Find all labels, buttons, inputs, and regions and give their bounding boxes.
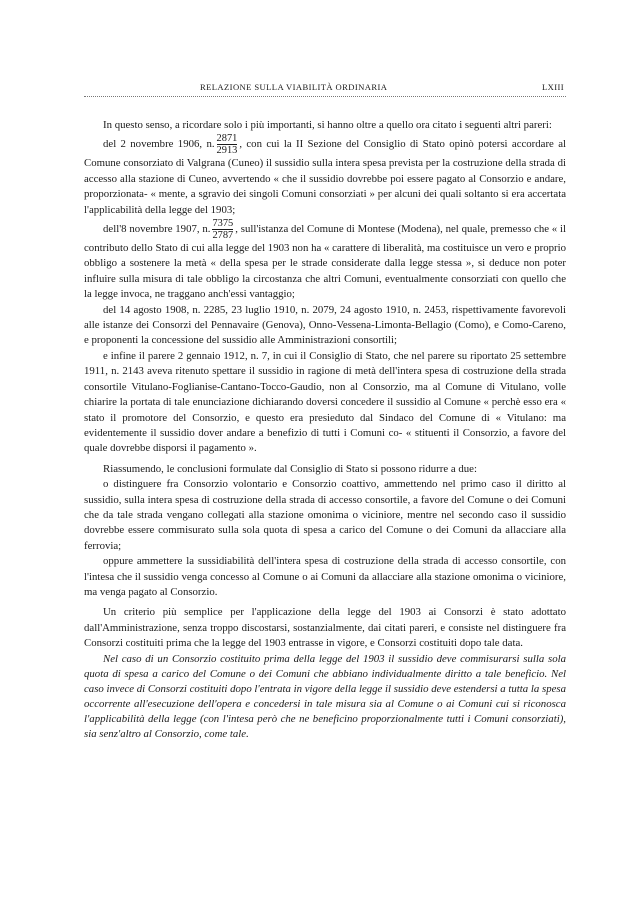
- running-title: RELAZIONE SULLA VIABILITÀ ORDINARIA: [200, 82, 388, 92]
- parere-1907-text: , sull'istanza del Comune di Montese (Modena), nel quale, premesso che « il contributo dello Stato di cui alla legge del 1903 non ha « carattere di liberalità, ma costituisce un vero e proprio obbligo a sostenere la metà « della spesa per le strade considerate dalla legge stessa », si deduce non poter influire sulla misura di tale obbligo la circostanza che altri Comuni, eventualmente consorziati con quello che la legge invoca, ne traggano anch'essi vantaggio;: [84, 223, 566, 301]
- paragraph-option-one: o distinguere fra Consorzio volontario e Consorzio coattivo, ammettendo nel primo caso il diritto al sussidio, sulla intera spesa di costruzione della strada di accesso consortile, a favore del Comune o dei Comuni che da tale strada vengano collegati alla stazione omonima o viciniore, mentre nel secondo caso il sussidio dovrebbe essere commisurato sulla sola quota di spesa a carico del Comune o dei Comuni da allacciare alla ferrovia;: [84, 478, 566, 552]
- paragraph-intro: In questo senso, a ricordare solo i più importanti, si hanno oltre a quello ora citato i seguenti altri pareri:: [103, 119, 552, 131]
- paragraph-criterio: Un criterio più semplice per l'applicazione della legge del 1903 ai Consorzi è stato adottato dall'Amministrazione, senza troppo discostarsi, sostanzialmente, dai citati pareri, e consiste nel distinguere fra Consorzi costituiti prima che la legge del 1903 entrasse in vigore, e Consorzi costituiti dopo tale data.: [84, 606, 566, 650]
- fraction-denominator: 2913: [216, 145, 238, 157]
- fraction-numerator: 7375: [212, 218, 234, 230]
- paragraph-italic-rule: Nel caso di un Consorzio costituito prima della legge del 1903 il sussidio deve commisurarsi sulla sola quota di spesa a carico del Comune o dei Comuni che abbiano individualmente diritto a tale beneficio. Nel caso invece di Consorzi costituiti dopo l'entrata in vigore della legge il sussidio deve estendersi a tutta la spesa occorrente all'esecuzione dell'opera e concedersi in tale misura sia al Comune o ai Comuni cui si riconosca l'applicabilità della legge (con l'intesa però che ne beneficino proporzionalmente tutti i Comuni consorziati), sia senz'altro al Consorzio, come tale.: [84, 652, 566, 740]
- page-number: LXIII: [541, 82, 564, 92]
- paragraph-parere-1906: [84, 133, 566, 218]
- paragraph-riassumendo: Riassumendo, le conclusioni formulate dal Consiglio di Stato si possono ridurre a due:: [103, 462, 477, 475]
- running-header: [84, 82, 564, 96]
- protocol-fraction-1906: [217, 133, 238, 156]
- paragraph-parere-1912: e infine il parere 2 gennaio 1912, n. 7, in cui il Consiglio di Stato, che nel parere su riportato 25 settembre 1911, n. 2143 aveva ritenuto spettare il sussidio in ragione di metà dell'intera spesa di costruzione della strada consortile Vitulano-Foglianise-Cantano-Tocco-Gaudio, non al Consorzio, ma al Comune di Vitulano, volle chiarire la portata di tale enunciazione dichiarando doversi concedere il sussidio al Comune « perchè esso era « stato il promotore del Consorzio, e questo era presieduto dal Sindaco del Comune di « Vitulano: ma evidentemente il sussidio dover andare a benefizio di tutti i Comuni co- « stituenti il Consorzio, a favore del quale dovrebbe disporsi il pagamento ».: [84, 349, 566, 455]
- parere-1906-lead: del 2 novembre 1906, n.: [103, 138, 215, 151]
- paragraph-option-two: oppure ammettere la sussidiabilità dell'intera spesa di costruzione della strada di accesso consortile, con l'intesa che il sussidio venga concesso al Comune o ai Comuni da allacciare alla stazione omonima o viciniore, ma venga pagato al Consorzio.: [84, 555, 566, 598]
- page-body: [84, 118, 566, 742]
- paragraph-pareri-1908-1910: del 14 agosto 1908, n. 2285, 23 luglio 1910, n. 2079, 24 agosto 1910, n. 2453, rispettivamente favorevoli alle istanze dei Consorzi del Pennavaire (Genova), Onno-Vessena-Limonta-Bellagio (Como), e Como-Careno, e proponenti la concessione del sussidio alle Amministrazioni consortili;: [84, 303, 566, 347]
- paragraph-parere-1907: [84, 218, 566, 303]
- parere-1907-lead: dell'8 novembre 1907, n.: [103, 223, 211, 236]
- fraction-denominator: 2787: [212, 230, 234, 242]
- protocol-fraction-1907: [212, 218, 233, 241]
- header-divider: [84, 96, 566, 97]
- fraction-numerator: 2871: [216, 133, 238, 145]
- parere-1906-text: , con cui la II Sezione del Consiglio di Stato opinò potersi accordare al Comune consorziato di Valgrana (Cuneo) il sussidio sulla intera spesa prevista per la costruzione della strada di accesso alla stazione di Cuneo, avvertendo « che il sussidio dovrebbe poi essere pagato al Consorzio e andare, proporzionata- « mente, a sgravio dei singoli Comuni consorziati » per alcuni dei quali soltanto si era accertata l'applicabilità della legge del 1903;: [84, 138, 566, 216]
